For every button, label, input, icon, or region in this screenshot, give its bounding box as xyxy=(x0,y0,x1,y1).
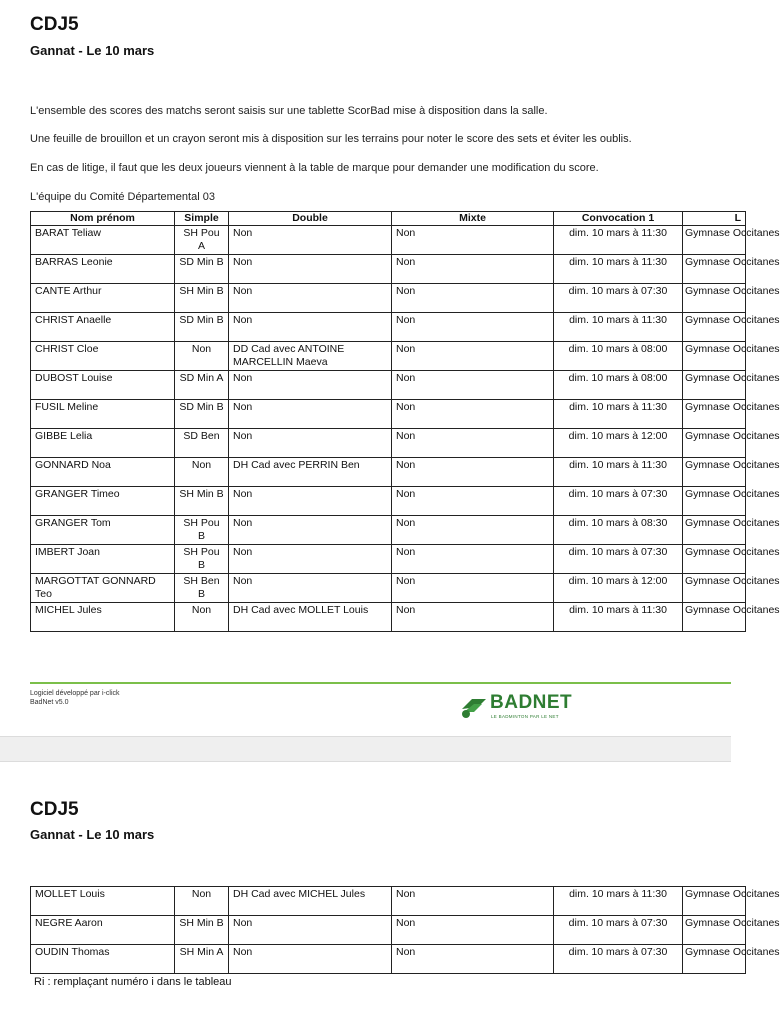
player-name-cell: DUBOST Louise xyxy=(31,371,175,400)
venue-cell: Gymnase Occitanes xyxy=(683,545,746,574)
player-name-cell: OUDIN Thomas xyxy=(31,945,175,974)
convocation-cell: dim. 10 mars à 07:30 xyxy=(554,284,683,313)
venue-cell: Gymnase Occitanes xyxy=(683,487,746,516)
venue-cell: Gymnase Occitanes xyxy=(683,429,746,458)
convocation-cell: dim. 10 mars à 08:00 xyxy=(554,342,683,371)
player-name-cell: FUSIL Meline xyxy=(31,400,175,429)
mixte-event-cell: Non xyxy=(392,342,554,371)
footer-divider xyxy=(30,682,731,684)
convocation-cell: dim. 10 mars à 11:30 xyxy=(554,603,683,632)
header-mixte: Mixte xyxy=(392,212,554,226)
simple-event-cell: SD Min B xyxy=(175,400,229,429)
logo-tagline: LE BADMINTON PAR LE NET xyxy=(491,714,559,719)
convocation-cell: dim. 10 mars à 11:30 xyxy=(554,458,683,487)
simple-event-cell: SH Pou A xyxy=(175,226,229,255)
double-event-cell: Non xyxy=(229,313,392,342)
double-event-cell: DH Cad avec MOLLET Louis xyxy=(229,603,392,632)
table-row xyxy=(31,516,746,545)
mixte-event-cell: Non xyxy=(392,255,554,284)
player-name-cell: CHRIST Anaelle xyxy=(31,313,175,342)
simple-event-cell: SH Pou B xyxy=(175,545,229,574)
badnet-logo xyxy=(460,692,573,724)
double-event-cell: Non xyxy=(229,574,392,603)
double-event-cell: Non xyxy=(229,226,392,255)
mixte-event-cell: Non xyxy=(392,516,554,545)
simple-event-cell: Non xyxy=(175,458,229,487)
footer-version: BadNet v5.0 xyxy=(30,699,69,706)
table-row xyxy=(31,226,746,255)
header-convocation: Convocation 1 xyxy=(554,212,683,226)
player-name-cell: BARAT Teliaw xyxy=(31,226,175,255)
page-subtitle: Gannat - Le 10 mars xyxy=(30,43,155,58)
mixte-event-cell: Non xyxy=(392,916,554,945)
convocation-cell: dim. 10 mars à 08:30 xyxy=(554,516,683,545)
convocation-cell: dim. 10 mars à 07:30 xyxy=(554,945,683,974)
table-row xyxy=(31,429,746,458)
header-lieu: L xyxy=(683,212,746,226)
signature-line: L'équipe du Comité Départemental 03 xyxy=(30,191,215,203)
table-row xyxy=(31,945,746,974)
double-event-cell: DH Cad avec PERRIN Ben xyxy=(229,458,392,487)
simple-event-cell: SD Min B xyxy=(175,255,229,284)
simple-event-cell: SH Ben B xyxy=(175,574,229,603)
simple-event-cell: SD Min B xyxy=(175,313,229,342)
venue-cell: Gymnase Occitanes xyxy=(683,887,746,916)
simple-event-cell: Non xyxy=(175,887,229,916)
convocation-cell: dim. 10 mars à 08:00 xyxy=(554,371,683,400)
convocation-cell: dim. 10 mars à 07:30 xyxy=(554,916,683,945)
mixte-event-cell: Non xyxy=(392,545,554,574)
convocation-table-continued xyxy=(30,886,780,974)
double-event-cell: Non xyxy=(229,545,392,574)
venue-cell: Gymnase Occitanes xyxy=(683,342,746,371)
shuttlecock-icon xyxy=(460,695,488,719)
table-row xyxy=(31,574,746,603)
venue-cell: Gymnase Occitanes xyxy=(683,574,746,603)
convocation-cell: dim. 10 mars à 07:30 xyxy=(554,487,683,516)
double-event-cell: Non xyxy=(229,371,392,400)
player-name-cell: GRANGER Tom xyxy=(31,516,175,545)
simple-event-cell: SH Min B xyxy=(175,284,229,313)
convocation-cell: dim. 10 mars à 11:30 xyxy=(554,887,683,916)
player-name-cell: BARRAS Leonie xyxy=(31,255,175,284)
double-event-cell: Non xyxy=(229,516,392,545)
convocation-cell: dim. 10 mars à 11:30 xyxy=(554,400,683,429)
convocation-cell: dim. 10 mars à 07:30 xyxy=(554,545,683,574)
player-name-cell: IMBERT Joan xyxy=(31,545,175,574)
player-name-cell: MOLLET Louis xyxy=(31,887,175,916)
simple-event-cell: SD Min A xyxy=(175,371,229,400)
venue-cell: Gymnase Occitanes xyxy=(683,603,746,632)
venue-cell: Gymnase Occitanes xyxy=(683,516,746,545)
table-row xyxy=(31,284,746,313)
table-row xyxy=(31,916,746,945)
venue-cell: Gymnase Occitanes xyxy=(683,400,746,429)
double-event-cell: Non xyxy=(229,429,392,458)
logo-wordmark: BADNET xyxy=(490,692,573,713)
table-row xyxy=(31,400,746,429)
convocation-cell: dim. 10 mars à 11:30 xyxy=(554,313,683,342)
venue-cell: Gymnase Occitanes xyxy=(683,284,746,313)
table-row xyxy=(31,255,746,284)
table-row xyxy=(31,458,746,487)
venue-cell: Gymnase Occitanes xyxy=(683,458,746,487)
convocation-cell: dim. 10 mars à 12:00 xyxy=(554,574,683,603)
info-paragraph-litige: En cas de litige, il faut que les deux joueurs viennent à la table de marque pour demander une modification du score. xyxy=(30,162,599,174)
header-simple: Simple xyxy=(175,212,229,226)
mixte-event-cell: Non xyxy=(392,945,554,974)
convocation-cell: dim. 10 mars à 11:30 xyxy=(554,255,683,284)
venue-cell: Gymnase Occitanes xyxy=(683,371,746,400)
table-row xyxy=(31,887,746,916)
player-name-cell: MARGOTTAT GONNARD Teo xyxy=(31,574,175,603)
venue-cell: Gymnase Occitanes xyxy=(683,916,746,945)
table-row xyxy=(31,545,746,574)
page-separator xyxy=(0,736,731,762)
mixte-event-cell: Non xyxy=(392,603,554,632)
table-row xyxy=(31,313,746,342)
mixte-event-cell: Non xyxy=(392,371,554,400)
mixte-event-cell: Non xyxy=(392,400,554,429)
convocation-table xyxy=(30,211,780,632)
double-event-cell: Non xyxy=(229,487,392,516)
simple-event-cell: SH Min A xyxy=(175,945,229,974)
convocation-cell: dim. 10 mars à 11:30 xyxy=(554,226,683,255)
page2-subtitle: Gannat - Le 10 mars xyxy=(30,827,155,842)
replacement-note: Ri : remplaçant numéro i dans le tableau xyxy=(34,976,232,988)
double-event-cell: DD Cad avec ANTOINE MARCELLIN Maeva xyxy=(229,342,392,371)
mixte-event-cell: Non xyxy=(392,284,554,313)
mixte-event-cell: Non xyxy=(392,429,554,458)
mixte-event-cell: Non xyxy=(392,313,554,342)
mixte-event-cell: Non xyxy=(392,458,554,487)
header-nom-prenom: Nom prénom xyxy=(31,212,175,226)
table-row xyxy=(31,603,746,632)
player-name-cell: CHRIST Cloe xyxy=(31,342,175,371)
table-header-row xyxy=(31,212,746,226)
player-name-cell: GIBBE Lelia xyxy=(31,429,175,458)
simple-event-cell: SH Min B xyxy=(175,487,229,516)
info-paragraph-scores: L'ensemble des scores des matchs seront saisis sur une tablette ScorBad mise à disposition dans la salle. xyxy=(30,105,548,117)
player-name-cell: MICHEL Jules xyxy=(31,603,175,632)
double-event-cell: Non xyxy=(229,255,392,284)
double-event-cell: Non xyxy=(229,284,392,313)
simple-event-cell: Non xyxy=(175,342,229,371)
table-row xyxy=(31,371,746,400)
mixte-event-cell: Non xyxy=(392,887,554,916)
table-row xyxy=(31,487,746,516)
venue-cell: Gymnase Occitanes xyxy=(683,255,746,284)
convocation-cell: dim. 10 mars à 12:00 xyxy=(554,429,683,458)
double-event-cell: Non xyxy=(229,400,392,429)
simple-event-cell: SH Pou B xyxy=(175,516,229,545)
simple-event-cell: SD Ben xyxy=(175,429,229,458)
page2-title: CDJ5 xyxy=(30,799,79,820)
info-paragraph-brouillon: Une feuille de brouillon et un crayon seront mis à disposition sur les terrains pour noter le score des sets et éviter les oublis. xyxy=(30,133,632,145)
footer-credit: Logiciel développé par i-click xyxy=(30,690,120,697)
table-row xyxy=(31,342,746,371)
venue-cell: Gymnase Occitanes xyxy=(683,313,746,342)
double-event-cell: Non xyxy=(229,945,392,974)
simple-event-cell: Non xyxy=(175,603,229,632)
page-title: CDJ5 xyxy=(30,14,79,35)
mixte-event-cell: Non xyxy=(392,487,554,516)
mixte-event-cell: Non xyxy=(392,226,554,255)
mixte-event-cell: Non xyxy=(392,574,554,603)
double-event-cell: DH Cad avec MICHEL Jules xyxy=(229,887,392,916)
venue-cell: Gymnase Occitanes xyxy=(683,945,746,974)
player-name-cell: GONNARD Noa xyxy=(31,458,175,487)
player-name-cell: GRANGER Timeo xyxy=(31,487,175,516)
player-name-cell: CANTE Arthur xyxy=(31,284,175,313)
simple-event-cell: SH Min B xyxy=(175,916,229,945)
double-event-cell: Non xyxy=(229,916,392,945)
header-double: Double xyxy=(229,212,392,226)
player-name-cell: NEGRE Aaron xyxy=(31,916,175,945)
venue-cell: Gymnase Occitanes xyxy=(683,226,746,255)
